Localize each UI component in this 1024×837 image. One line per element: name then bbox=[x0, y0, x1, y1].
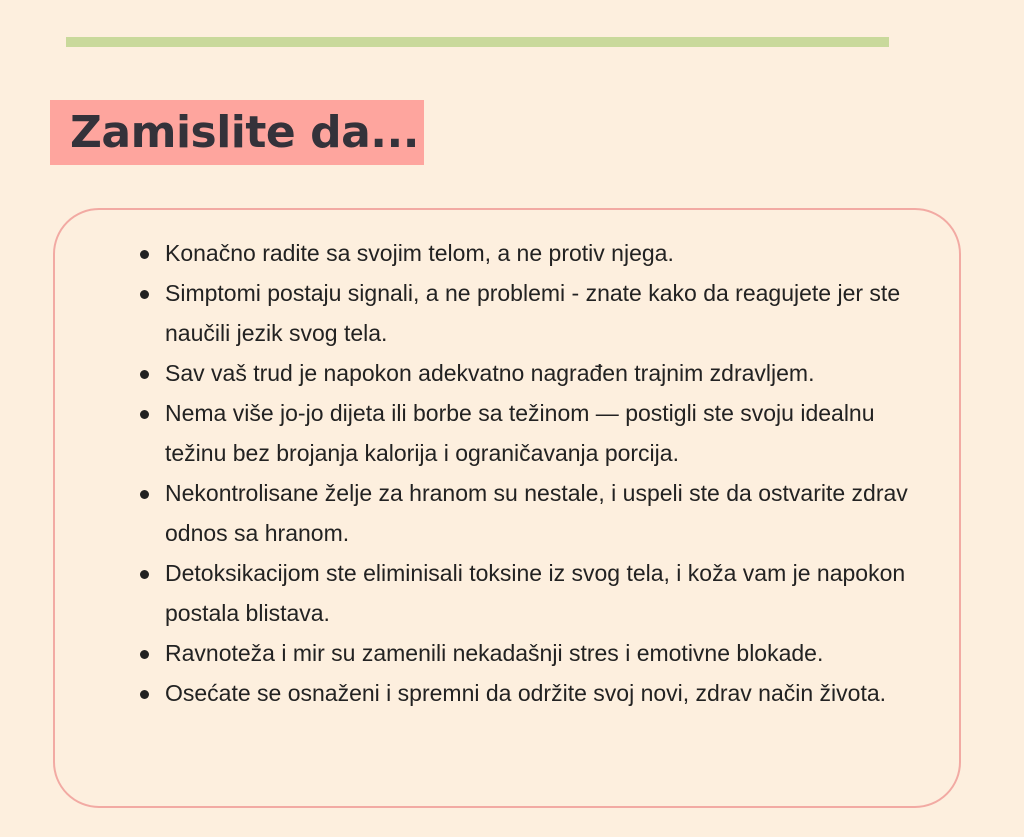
list-item-text: Nekontrolisane želje za hranom su nestale, i uspeli ste da ostvarite zdrav odnos sa hranom. bbox=[165, 480, 908, 546]
list-item-text: Simptomi postaju signali, a ne problemi - znate kako da reagujete jer ste naučili jezik svog tela. bbox=[165, 280, 901, 346]
list-item bbox=[140, 553, 940, 633]
bullet-list bbox=[140, 233, 940, 713]
list-item-text: Nema više jo-jo dijeta ili borbe sa težinom — postigli ste svoju idealnu težinu bez brojanja kalorija i ograničavanja porcija. bbox=[165, 400, 875, 466]
list-item-text: Osećate se osnaženi i spremni da održite svoj novi, zdrav način života. bbox=[165, 680, 887, 706]
page-title: Zamislite da... bbox=[70, 106, 419, 158]
bullet-icon bbox=[140, 490, 149, 499]
list-item bbox=[140, 233, 940, 273]
list-item-text: Ravnoteža i mir su zamenili nekadašnji stres i emotivne blokade. bbox=[165, 640, 824, 666]
list-item bbox=[140, 393, 940, 473]
bullet-icon bbox=[140, 690, 149, 699]
bullet-icon bbox=[140, 370, 149, 379]
list-item bbox=[140, 353, 940, 393]
list-item bbox=[140, 633, 940, 673]
accent-bar bbox=[66, 37, 889, 47]
list-item bbox=[140, 673, 940, 713]
bullet-icon bbox=[140, 650, 149, 659]
bullet-icon bbox=[140, 570, 149, 579]
list-item bbox=[140, 473, 940, 553]
bullet-icon bbox=[140, 290, 149, 299]
bullet-icon bbox=[140, 410, 149, 419]
list-item-text: Sav vaš trud je napokon adekvatno nagrađen trajnim zdravljem. bbox=[165, 360, 815, 386]
list-item-text: Detoksikacijom ste eliminisali toksine iz svog tela, i koža vam je napokon postala blistava. bbox=[165, 560, 906, 626]
list-item-text: Konačno radite sa svojim telom, a ne protiv njega. bbox=[165, 240, 674, 266]
title-highlight bbox=[50, 100, 424, 165]
list-item bbox=[140, 273, 940, 353]
bullet-icon bbox=[140, 250, 149, 259]
